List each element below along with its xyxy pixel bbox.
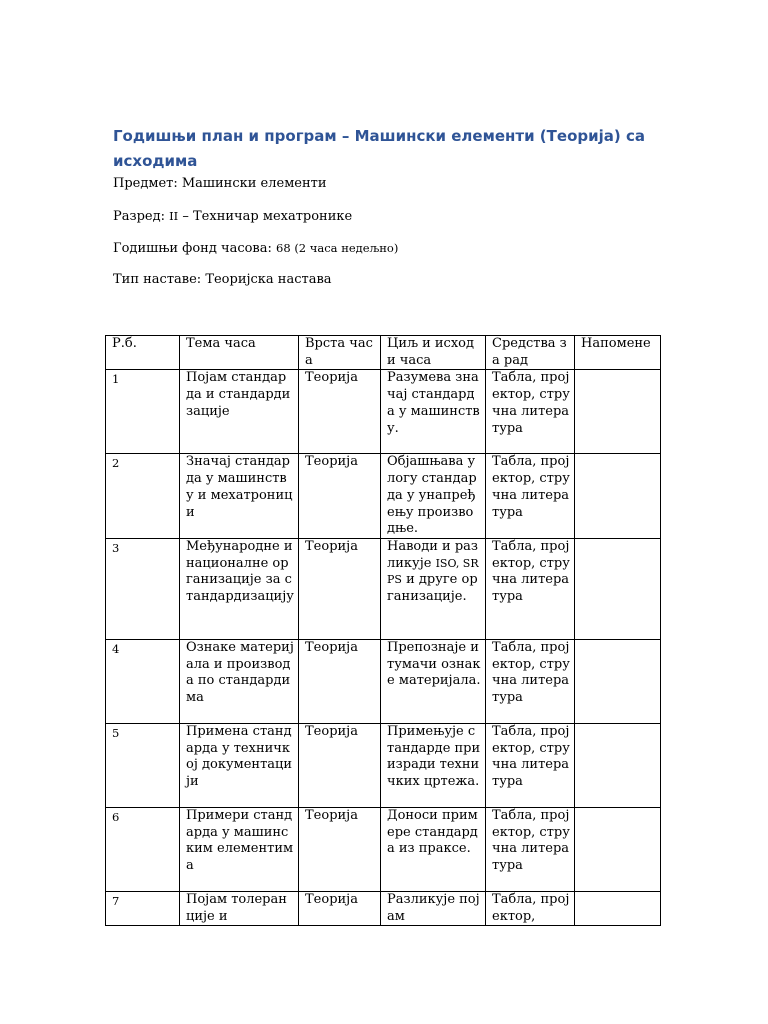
row-goal: Разумева значај стандарда у машинству. xyxy=(381,370,486,454)
row-note xyxy=(575,807,661,891)
row-means: Табла, пројектор, стручна литература xyxy=(486,639,575,723)
row-number: 4 xyxy=(106,639,180,723)
row-means: Табла, пројектор, xyxy=(486,891,575,925)
meta-grade-label: Разред: xyxy=(113,209,165,224)
header-topic: Тема часа xyxy=(180,336,299,370)
row-note xyxy=(575,370,661,454)
row-note xyxy=(575,538,661,639)
row-topic: Значај стандарда у машинству и мехатроници xyxy=(180,454,299,539)
header-number: Р.б. xyxy=(106,336,180,370)
table-row xyxy=(106,538,661,639)
table-header-row xyxy=(106,336,661,370)
table-row xyxy=(106,370,661,454)
meta-grade-value: – Техничар мехатронике xyxy=(182,209,353,224)
row-note xyxy=(575,723,661,807)
header-means: Средства за рад xyxy=(486,336,575,370)
row-note xyxy=(575,891,661,925)
row-topic: Ознаке материјала и производа по стандардима xyxy=(180,639,299,723)
row-type: Теорија xyxy=(299,370,381,454)
row-topic: Примена стандарда у техничкој документацији xyxy=(180,723,299,807)
row-type: Теорија xyxy=(299,723,381,807)
meta-grade xyxy=(113,207,352,226)
meta-teaching-type xyxy=(113,271,332,289)
row-goal-standards: ISO, SRPS xyxy=(387,556,479,587)
header-goal: Циљ и исходи часа xyxy=(381,336,486,370)
table-row xyxy=(106,807,661,891)
row-number: 2 xyxy=(106,454,180,539)
row-goal xyxy=(381,538,486,639)
annual-plan-table xyxy=(105,335,661,926)
row-goal: Препознаје и тумачи ознаке материјала. xyxy=(381,639,486,723)
meta-teaching-type-value: Теоријска настава xyxy=(205,272,332,287)
row-note xyxy=(575,454,661,539)
row-topic: Појам стандарда и стандардизације xyxy=(180,370,299,454)
row-number: 3 xyxy=(106,538,180,639)
row-number: 6 xyxy=(106,807,180,891)
row-goal: Доноси примере стандарда из праксе. xyxy=(381,807,486,891)
row-type: Теорија xyxy=(299,807,381,891)
meta-teaching-type-label: Тип наставе: xyxy=(113,272,202,287)
row-means: Табла, пројектор, стручна литература xyxy=(486,538,575,639)
row-goal: Разликује појам xyxy=(381,891,486,925)
meta-grade-roman: II xyxy=(169,209,179,223)
row-number: 5 xyxy=(106,723,180,807)
meta-annual-hours-label: Годишњи фонд часова: xyxy=(113,241,272,256)
row-topic: Међународне и националне организације за стандардизацију xyxy=(180,538,299,639)
row-means: Табла, пројектор, стручна литература xyxy=(486,807,575,891)
row-means: Табла, пројектор, стручна литература xyxy=(486,723,575,807)
row-note xyxy=(575,639,661,723)
row-goal-text: Наводи и разликује xyxy=(387,538,478,571)
table-row xyxy=(106,454,661,539)
row-goal: Објашњава улогу стандарда у унапређењу производње. xyxy=(381,454,486,539)
row-goal-text-end: и друге организације. xyxy=(387,572,478,605)
document-title: Годишњи план и програм – Машински елементи (Теорија) са исходима xyxy=(113,127,645,170)
row-number: 1 xyxy=(106,370,180,454)
table-row xyxy=(106,723,661,807)
table-row xyxy=(106,639,661,723)
row-type: Теорија xyxy=(299,639,381,723)
row-topic: Појам толеранције и xyxy=(180,891,299,925)
meta-annual-hours-value: 68 (2 часа недељно) xyxy=(276,241,399,255)
meta-subject xyxy=(113,175,327,193)
row-type: Теорија xyxy=(299,454,381,539)
row-number: 7 xyxy=(106,891,180,925)
row-means: Табла, пројектор, стручна литература xyxy=(486,370,575,454)
meta-subject-value: Машински елементи xyxy=(181,176,327,191)
row-goal: Примењује стандарде при изради техничких цртежа. xyxy=(381,723,486,807)
header-type: Врста часа xyxy=(299,336,381,370)
table-row xyxy=(106,891,661,925)
meta-annual-hours xyxy=(113,239,398,258)
meta-subject-label: Предмет: xyxy=(113,176,178,191)
row-type: Теорија xyxy=(299,538,381,639)
row-type: Теорија xyxy=(299,891,381,925)
row-topic: Примери стандарда у машинским елементима xyxy=(180,807,299,891)
row-means: Табла, пројектор, стручна литература xyxy=(486,454,575,539)
header-notes: Напомене xyxy=(575,336,661,370)
